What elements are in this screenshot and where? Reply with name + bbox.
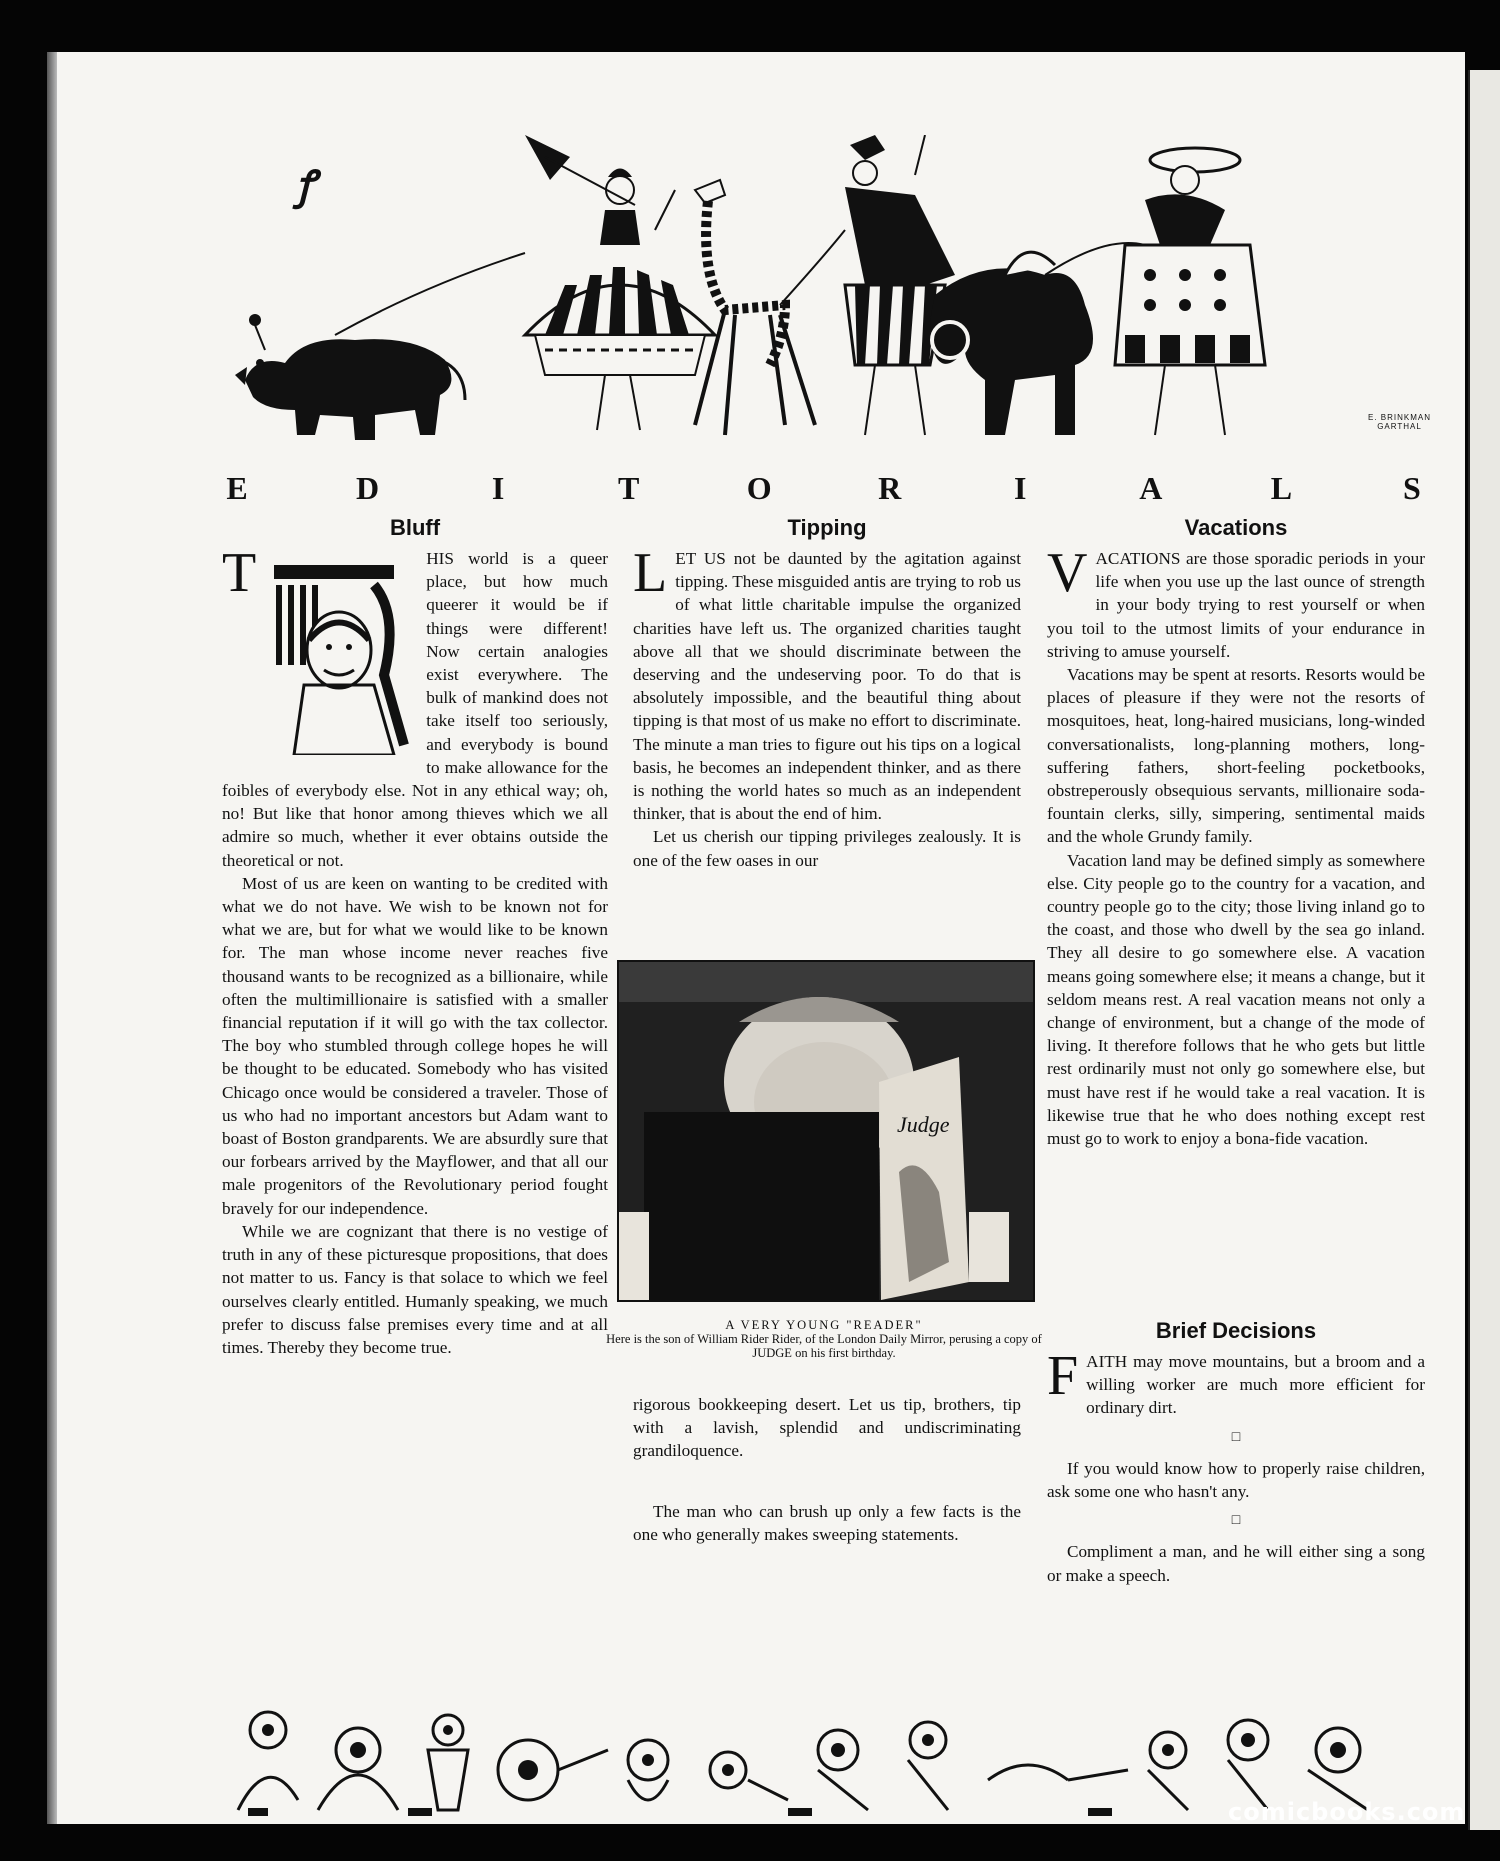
editorials-masthead [222,470,1427,507]
masthead-letter: T [617,470,640,506]
tipping-paragraph-2: Let us cherish our tipping privileges zealously. It is one of the few oases in our [633,827,1021,870]
photo-caption-text: Here is the son of William Rider Rider, of the London Daily Mirror, perusing a copy of JUDGE on his first birthday. [606,1332,1042,1360]
vacations-paragraph-1 [1047,542,1425,663]
page-spine-shadow [47,52,57,1824]
bluff-portrait-illustration [264,555,414,755]
lady-hat-figure [1115,148,1265,435]
vacations-heading: Vacations [1184,515,1288,540]
masthead-letter: S [1403,470,1421,506]
masthead-letter: O [746,470,772,506]
bluff-heading: Bluff [389,515,441,540]
tipping-text-1: ET US not be daunted by the agitation against tipping. These misguided antis are trying to rob us of what little charitable impulse the organized charities have left us. The organized charities taught above all that we should discriminate between the deserving and the undeserving poor. To do that is absolutely impossible, and the beautiful thing about tipping is that most of us make no effort to discriminate. The minute a man tries to figure out his tips on a logical basis, he becomes an independent thinker, and as there is nothing the world hates so much as an independent thinker, that is about the end of him. [633,549,1021,824]
tipping-dropcap: L [633,542,668,604]
tipping-paragraph-1 [633,542,1021,825]
tipping-heading: Tipping [787,515,867,540]
vacations-paragraph-3: Vacation land may be defined simply as somewhere else. City people go to the country for a vacation, and country people go to the city; those living inland go to the coast, and those who dwell by the sea go inland. They all desire to go somewhere else. A vacation means going somewhere else; it means a change, but it seldom means rest. A real vacation means not only a change of environment, but a change of the mode of living. It therefore follows that he who gets but little rest ordinarily must not only go somewhere else, but must have rest if he would take a real vacation. It is likewise true that he who does nothing except rest must go to work to enjoy a bona-fide vacation. [1047,850,1425,1149]
artist-signature: E. BRINKMAN GARTHAL [1368,413,1432,431]
watermark: comicbooks.com [1228,1798,1466,1826]
photo-caption [604,1318,1044,1360]
brief-text-1: AITH may move mountains, but a broom and a willing worker are much more efficient for ordinary dirt. [1086,1352,1425,1418]
bluff-paragraph-2: Most of us are keen on wanting to be credited with what we do not have. We wish to be known not for what we are, but for what we would like to be known for. The man whose income never reaches five thousand wants to be recognized as a billionaire, while often the multimillionaire is satisfied with a smaller financial reputation if it will go with the tax collector. The boy who stumbled through college hopes he will be thought to be educated. Somebody who has visited Chicago once would be considered a traveler. Those of us who had no important ancestors but Adam want to boast of Boston grandparents. We are absurdly sure that our forbears arrived by the Mayflower, and that all our male progenitors of the Revolutionary period fought bravely for our independence. [222,873,608,1218]
rhinoceros-figure [235,314,465,440]
next-page-edge [1468,70,1500,1830]
brief-decisions-heading: Brief Decisions [1155,1318,1317,1343]
tipping-continued [633,1393,1021,1546]
masthead-letter: I [1014,470,1027,506]
artist-monogram: ꝭ [296,163,315,208]
lady-parasol-figure [525,135,715,430]
giraffe-figure [695,180,815,435]
tipping-paragraph-4: The man who can brush up only a few facts is the one who generally makes sweeping statements. [633,1501,1021,1545]
header-illustration [225,135,1385,455]
masthead-letter: E [226,470,248,506]
bluff-column [222,515,608,1359]
brief-decisions-column [1047,1318,1425,1587]
divider [633,1469,1021,1492]
brief-paragraph-3: Compliment a man, and he will either sing a song or make a speech. [1047,1542,1425,1585]
brief-dropcap: F [1047,1345,1079,1407]
elephant-figure [930,252,1093,435]
masthead-letter: L [1270,470,1293,506]
lady-tall-figure [845,135,955,435]
bluff-paragraph-1 [222,542,608,872]
bluff-text-1: HIS world is a queer place, but how much queerer it would be if things were different! Now certain analogies exist everywhere. The bulk of mankind does not take itself too seriously, and everybody is bound to make allowance for the foibles of everybody else. Not in any ethical way; oh, no! But like that honor among thieves which we all admire so much, whether it ever obtains outside the theoretical or not. [222,549,608,870]
square-divider-icon: □ [1231,1513,1241,1529]
vacations-text-1: ACATIONS are those sporadic periods in your life when you use up the last ounce of strength in your body trying to rest yourself or when you toil to the utmost limits of your endurance in striving to amuse yourself. [1047,549,1425,661]
masthead-letter: R [878,470,902,506]
baby-reader-photo [617,960,1035,1302]
vacations-paragraph-2: Vacations may be spent at resorts. Resorts would be places of pleasure if they were not the resorts of mosquitoes, heat, long-haired musicians, long-winded conversationalists, long-planning mothers, long-suffering fathers, short-feeling pocketbooks, obstreperously obsequious servants, millionaire soda-fountain clerks, silly, simpering, sentimental maids and the whole Grundy family. [1047,665,1425,847]
square-divider-icon: □ [1231,1429,1241,1445]
vacations-column [1047,515,1425,1150]
brief-paragraph-1 [1047,1345,1425,1420]
bluff-paragraph-3: While we are cognizant that there is no vestige of truth in any of these picturesque propositions, that does not matter to us. Fancy is that solace to which we feel ourselves clearly entitled. Humanly speaking, we much prefer to discuss false premises every time and at all times. Thereby they become true. [222,1221,608,1357]
brief-paragraph-2: If you would know how to properly raise children, ask some one who hasn't any. [1047,1458,1425,1502]
bluff-dropcap: T [222,542,257,604]
photo-image [619,962,1033,1300]
magazine-cover-label: Judge [897,1112,950,1137]
photo-caption-title: A VERY YOUNG "READER" [725,1318,923,1332]
masthead-letter: D [355,470,380,506]
bottom-cartoon-border [228,1690,1398,1825]
tipping-column [633,515,1021,872]
masthead-letter: A [1139,470,1163,506]
tipping-paragraph-3: rigorous bookkeeping desert. Let us tip, brothers, tip with a lavish, splendid and undiscriminating grandiloquence. [633,1395,1021,1461]
vacations-dropcap: V [1047,542,1088,604]
masthead-letter: I [491,470,505,506]
